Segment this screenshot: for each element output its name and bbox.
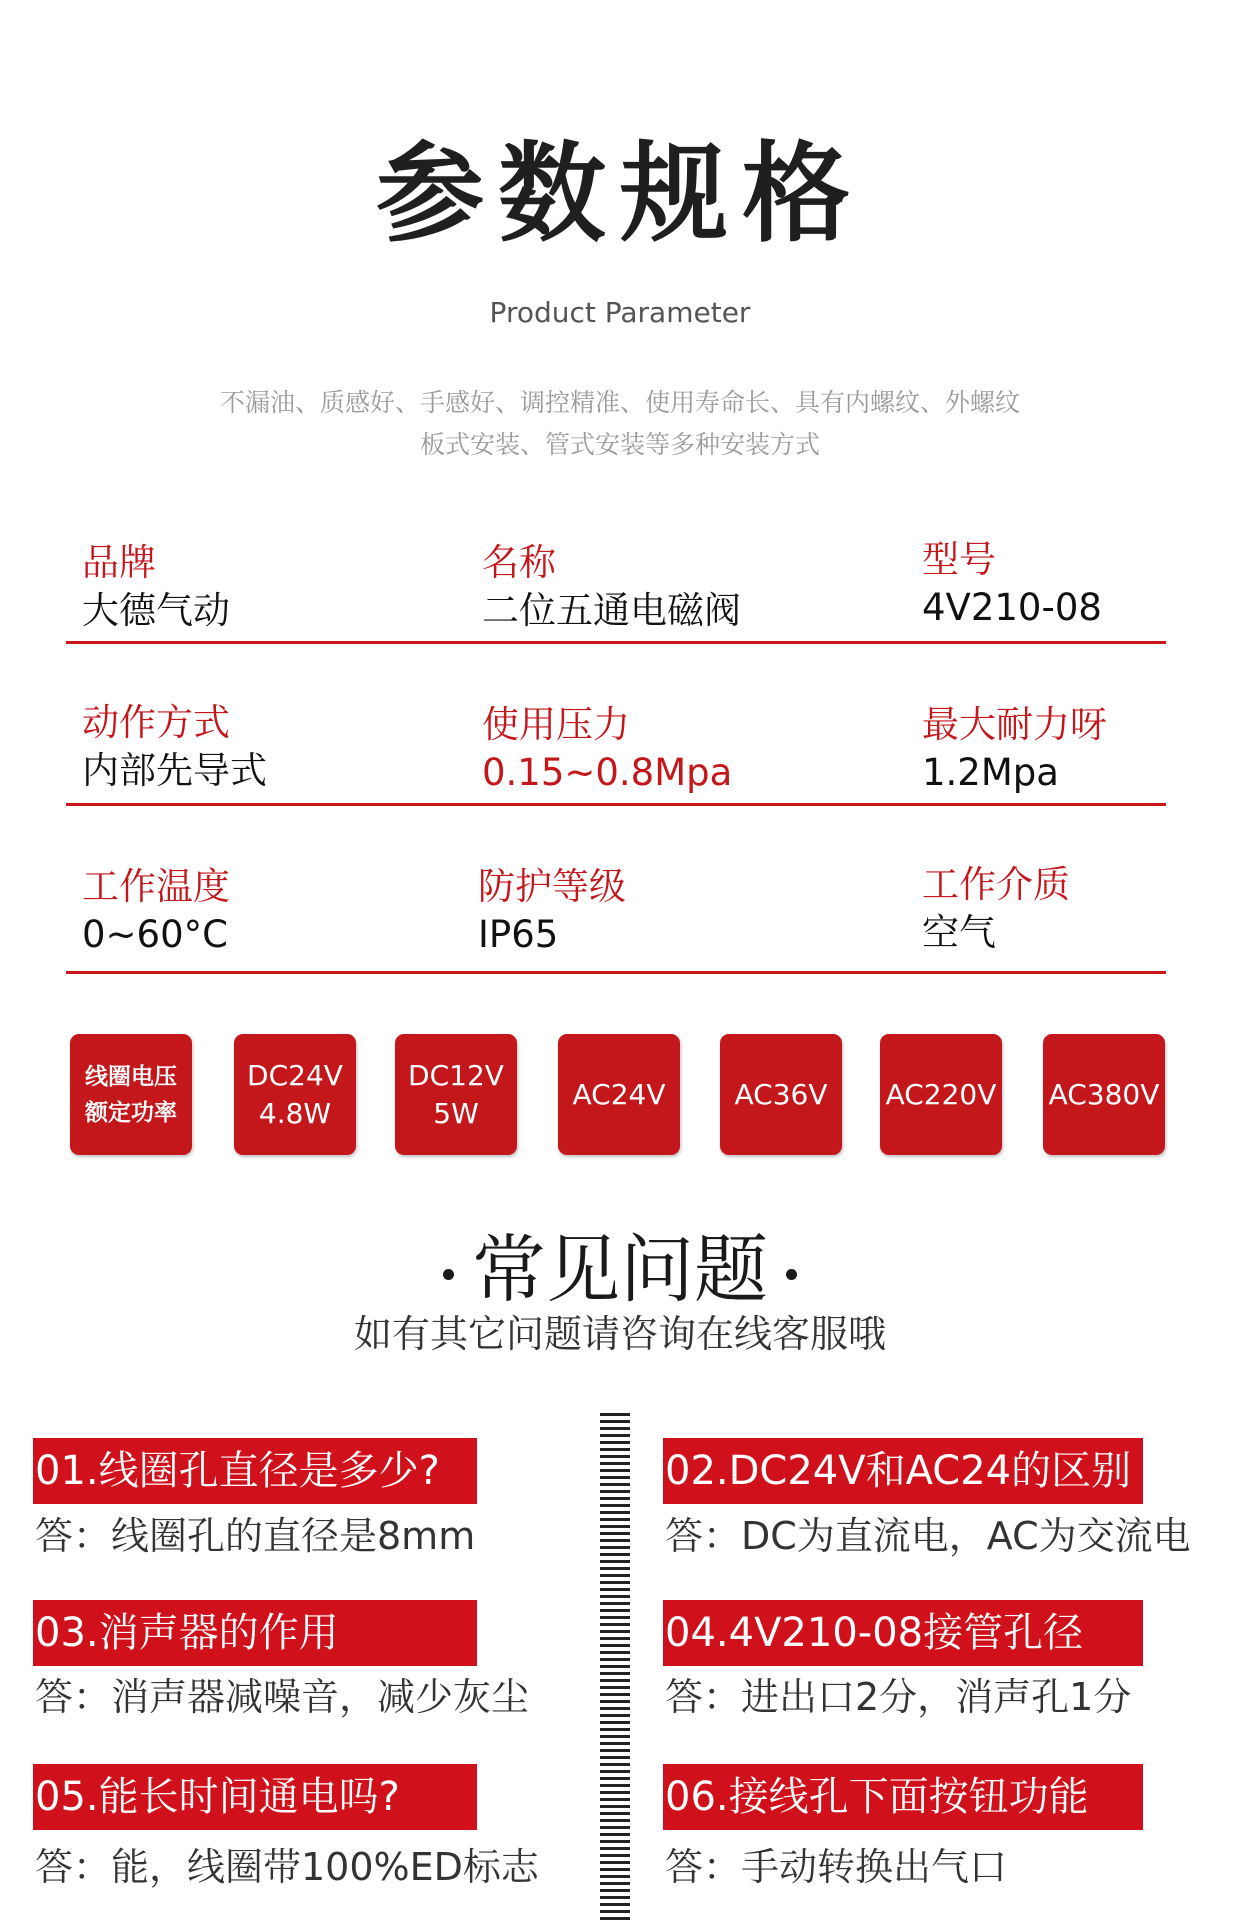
pressure-label: 使用压力 (482, 703, 630, 746)
center-stripe-divider (600, 1413, 630, 1920)
protection-label: 防护等级 (478, 865, 626, 908)
row-divider-3 (66, 971, 1166, 974)
brand-label: 品牌 (82, 541, 156, 584)
action-value: 内部先导式 (82, 749, 267, 792)
faq-answer-4: 答：进出口2分，消声孔1分 (665, 1675, 1132, 1719)
brand-value: 大德气动 (82, 589, 230, 632)
temperature-label: 工作温度 (82, 865, 230, 908)
name-value: 二位五通电磁阀 (482, 589, 741, 632)
row-divider-2 (66, 803, 1166, 806)
name-label: 名称 (482, 541, 556, 584)
faq-question-3: 03.消声器的作用 (33, 1600, 477, 1666)
chip-header-line-1: 线圈电压 (85, 1063, 177, 1090)
description-line-1: 不漏油、质感好、手感好、调控精准、使用寿命长、具有内螺纹、外螺纹 (219, 388, 1020, 417)
faq-subtitle: 如有其它问题请咨询在线客服哦 (353, 1312, 886, 1356)
faq-question-1: 01.线圈孔直径是多少? (33, 1438, 477, 1504)
temperature-value: 0~60°C (82, 913, 228, 956)
model-value: 4V210-08 (922, 586, 1102, 629)
faq-answer-5: 答：能，线圈带100%ED标志 (35, 1845, 539, 1889)
chip-dc12v-power: 5W (433, 1096, 479, 1130)
model-label: 型号 (922, 538, 996, 581)
chip-ac380v-label: AC380V (1048, 1077, 1160, 1111)
faq-title (0, 1222, 1240, 1318)
chip-ac220v-label: AC220V (885, 1077, 997, 1111)
action-label: 动作方式 (82, 701, 230, 744)
chip-coil-voltage-rated-power (70, 1034, 192, 1155)
faq-question-6: 06.接线孔下面按钮功能 (663, 1764, 1143, 1830)
description-line-2: 板式安装、管式安装等多种安装方式 (419, 430, 820, 459)
medium-value: 空气 (922, 911, 996, 954)
chip-ac24v (558, 1034, 680, 1155)
bullet-dot-left (443, 1269, 454, 1280)
protection-value: IP65 (478, 913, 559, 956)
chip-dc24v (234, 1034, 356, 1155)
faq-title-text: 常见问题 (472, 1227, 768, 1313)
chip-header-line-2: 额定功率 (85, 1099, 177, 1126)
faq-answer-1: 答：线圈孔的直径是8mm (35, 1514, 476, 1558)
bullet-dot-right (786, 1269, 797, 1280)
chip-dc12v-voltage: DC12V (408, 1058, 504, 1092)
chip-dc24v-voltage: DC24V (247, 1058, 343, 1092)
chip-ac380v (1043, 1034, 1165, 1155)
faq-question-4: 04.4V210-08接管孔径 (663, 1600, 1143, 1666)
chip-dc12v (395, 1034, 517, 1155)
chip-ac36v-label: AC36V (734, 1077, 828, 1111)
chip-ac24v-label: AC24V (572, 1077, 666, 1111)
max-pressure-label: 最大耐力呀 (922, 703, 1107, 746)
faq-answer-3: 答：消声器减噪音，减少灰尘 (35, 1675, 530, 1719)
page-subtitle: Product Parameter (489, 296, 751, 329)
faq-question-5: 05.能长时间通电吗? (33, 1764, 477, 1830)
medium-label: 工作介质 (922, 863, 1070, 906)
faq-answer-2: 答：DC为直流电，AC为交流电 (665, 1514, 1191, 1558)
chip-ac220v (880, 1034, 1002, 1155)
chip-ac36v (720, 1034, 842, 1155)
page-title: 参数规格 (375, 132, 864, 257)
max-pressure-value: 1.2Mpa (922, 751, 1059, 794)
faq-question-2: 02.DC24V和AC24的区别 (663, 1438, 1143, 1504)
faq-answer-6: 答：手动转换出气口 (665, 1845, 1008, 1889)
row-divider-1 (66, 641, 1166, 644)
chip-dc24v-power: 4.8W (258, 1096, 332, 1130)
pressure-value: 0.15~0.8Mpa (482, 751, 733, 794)
